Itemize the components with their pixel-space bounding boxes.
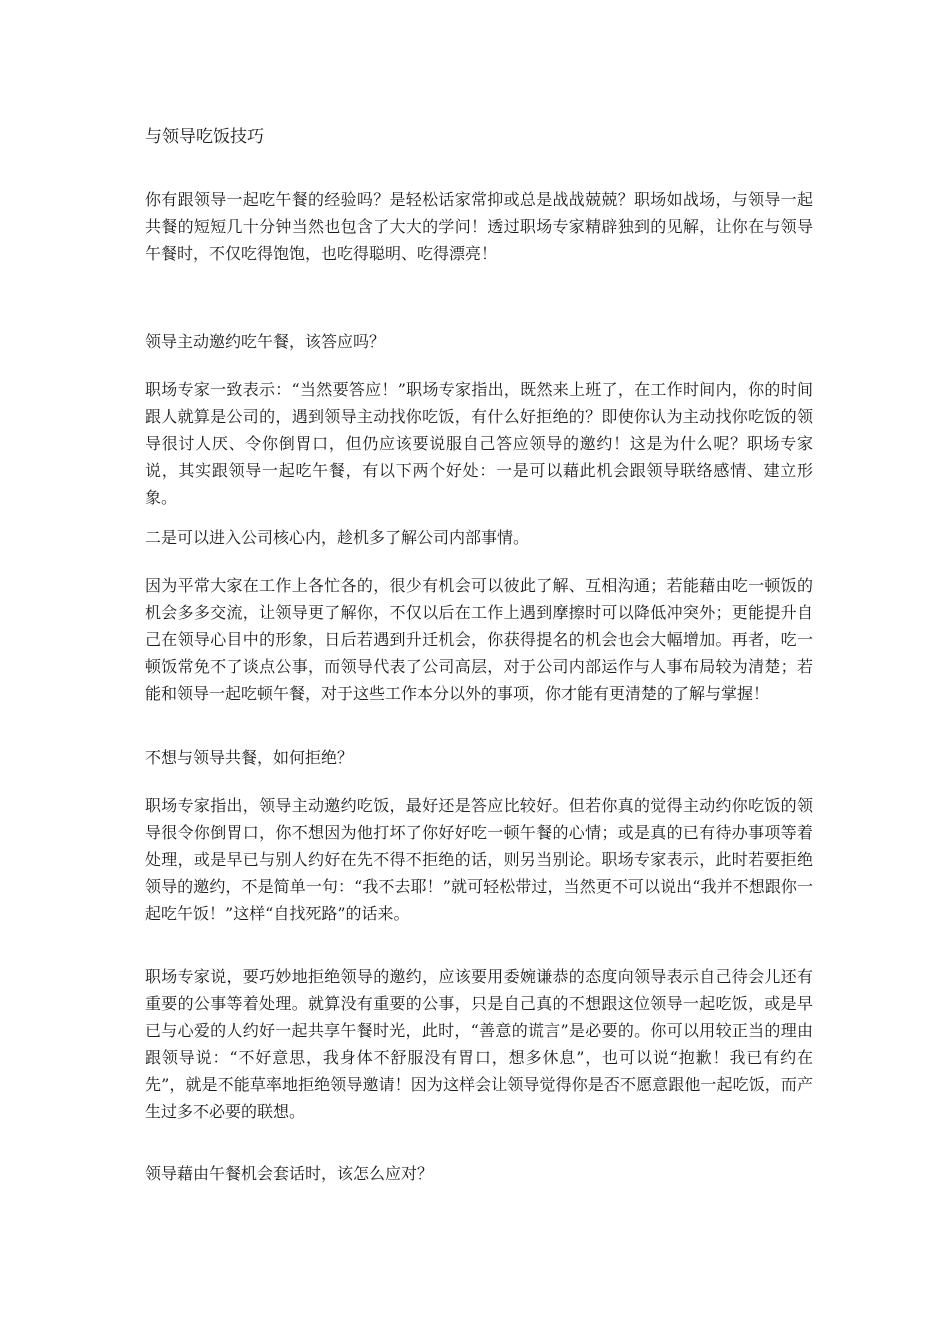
section2-paragraph-1: 职场专家指出，领导主动邀约吃饭，最好还是答应比较好。但若你真的觉得主动约你吃饭的领导很令你倒胃口，你不想因为他打坏了你好好吃一顿午餐的心情；或是真的已有待办事项等着处理，或是早已与别人约好在先不得不拒绝的话，则另当别论。职场专家表示，此时若要拒绝领导的邀约，不是简单一句：“我不去耶！”就可轻松带过，当然更不可以说出“我并不想跟你一起吃午饭！”这样“自找死路”的话来。	[145, 796, 813, 923]
section1-paragraph-2: 二是可以进入公司核心内，趁机多了解公司内部事情。	[145, 528, 530, 547]
document-title: 与领导吃饭技巧	[145, 127, 264, 147]
section-heading-accept-invite: 领导主动邀约吃午餐，该答应吗？	[145, 332, 386, 351]
section2-paragraph-2: 职场专家说，要巧妙地拒绝领导的邀约，应该要用委婉谦恭的态度向领导表示自己待会儿还有重要的公事等着处理。就算没有重要的公事，只是自己真的不想跟这位领导一起吃饭，或是早已与心爱的人约好一起共享午餐时光，此时，“善意的谎言”是必要的。你可以用较正当的理由跟领导说：“不好意思，我身体不舒服没有胃口，想多休息”，也可以说“抱歉！我已有约在先”，就是不能草率地拒绝领导邀请！因为这样会让领导觉得你是否不愿意跟他一起吃饭，而产生过多不必要的联想。	[145, 967, 813, 1121]
section-heading-decline-invite: 不想与领导共餐，如何拒绝？	[145, 748, 354, 767]
section-heading-small-talk: 领导藉由午餐机会套话时，该怎么应对？	[145, 1164, 434, 1183]
section1-paragraph-3: 因为平常大家在工作上各忙各的，很少有机会可以彼此了解、互相沟通；若能藉由吃一顿饭的机会多多交流，让领导更了解你，不仅以后在工作上遇到摩擦时可以降低冲突外；更能提升自己在领导心目中的形象，日后若遇到升迁机会，你获得提名的机会也会大幅增加。再者，吃一顿饭常免不了谈点公事，而领导代表了公司高层，对于公司内部运作与人事布局较为清楚；若能和领导一起吃顿午餐，对于这些工作本分以外的事项，你才能有更清楚的了解与掌握！	[145, 576, 813, 703]
section1-paragraph-1: 职场专家一致表示：“当然要答应！”职场专家指出，既然来上班了，在工作时间内，你的时间跟人就算是公司的，遇到领导主动找你吃饭，有什么好拒绝的？即使你认为主动找你吃饭的领导很讨人厌、令你倒胃口，但仍应该要说服自己答应领导的邀约！这是为什么呢？职场专家说，其实跟领导一起吃午餐，有以下两个好处：一是可以藉此机会跟领导联络感情、建立形象。	[145, 380, 813, 507]
intro-paragraph: 你有跟领导一起吃午餐的经验吗？是轻松话家常抑或总是战战兢兢？职场如战场，与领导一起共餐的短短几十分钟当然也包含了大大的学问！透过职场专家精辟独到的见解，让你在与领导午餐时，不仅吃得饱饱，也吃得聪明、吃得漂亮！	[145, 190, 813, 263]
